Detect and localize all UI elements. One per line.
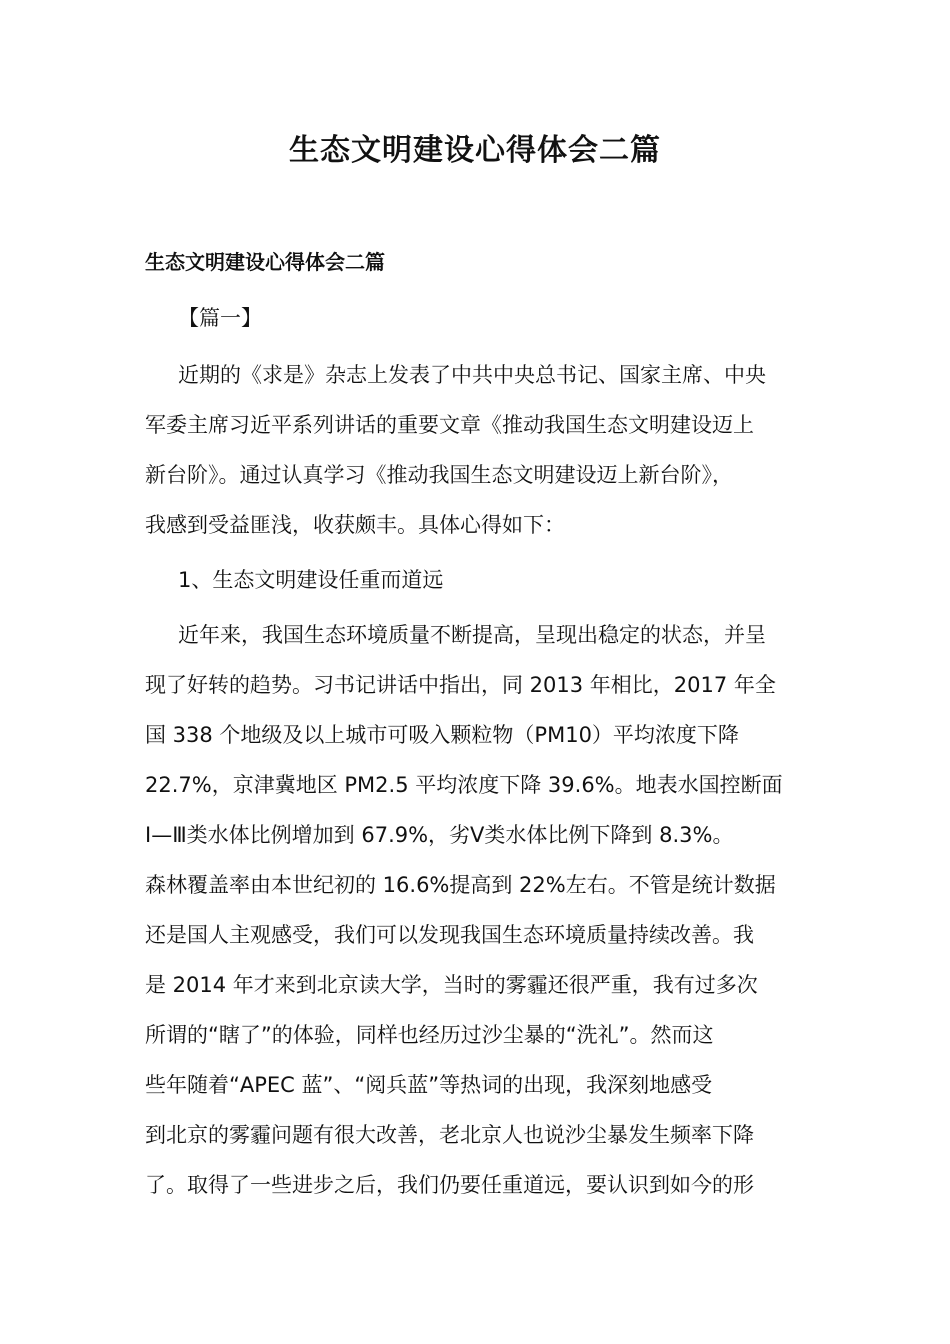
text-line: 了。取得了一些进步之后，我们仍要任重道远，要认识到如今的形: [145, 1173, 754, 1197]
text-line: 新台阶》。通过认真学习《推动我国生态文明建设迈上新台阶》，: [145, 463, 733, 487]
text-line: 近年来，我国生态环境质量不断提高，呈现出稳定的状态，并呈: [178, 623, 766, 647]
text-line: Ⅰ—Ⅲ类水体比例增加到 67.9%，劣Ⅴ类水体比例下降到 8.3%。: [145, 823, 734, 847]
text-line: 现了好转的趋势。习书记讲话中指出，同 2013 年相比，2017 年全: [145, 673, 776, 697]
text-line: 所谓的“瞎了”的体验，同样也经历过沙尘暴的“洗礼”。然而这: [145, 1023, 714, 1047]
section-heading: [178, 555, 810, 605]
paragraph-intro: [145, 350, 810, 550]
text-line: 国 338 个地级及以上城市可吸入颗粒物（PM10）平均浓度下降: [145, 723, 739, 747]
document-title: 生态文明建设心得体会二篇: [289, 133, 661, 168]
text-line: 军委主席习近平系列讲话的重要文章《推动我国生态文明建设迈上: [145, 413, 754, 437]
text-line: 到北京的雾霾问题有很大改善，老北京人也说沙尘暴发生频率下降: [145, 1123, 754, 1147]
paragraph-body: [145, 610, 810, 1210]
text-line: 些年随着“APEC 蓝”、“阅兵蓝”等热词的出现，我深刻地感受: [145, 1073, 713, 1097]
text-line: 还是国人主观感受，我们可以发现我国生态环境质量持续改善。我: [145, 923, 754, 947]
text-line: 22.7%，京津冀地区 PM2.5 平均浓度下降 39.6%。地表水国控断面: [145, 773, 783, 797]
document-subtitle: 生态文明建设心得体会二篇: [145, 250, 385, 274]
section-heading-text: 1、生态文明建设任重而道远: [178, 568, 444, 592]
text-line: 我感到受益匪浅，收获颇丰。具体心得如下：: [145, 513, 565, 537]
section-label: 【篇一】: [178, 306, 262, 330]
text-line: 是 2014 年才来到北京读大学，当时的雾霾还很严重，我有过多次: [145, 973, 758, 997]
text-line: 森林覆盖率由本世纪初的 16.6%提高到 22%左右。不管是统计数据: [145, 873, 776, 897]
text-line: 近期的《求是》杂志上发表了中共中央总书记、国家主席、中央: [178, 363, 766, 387]
